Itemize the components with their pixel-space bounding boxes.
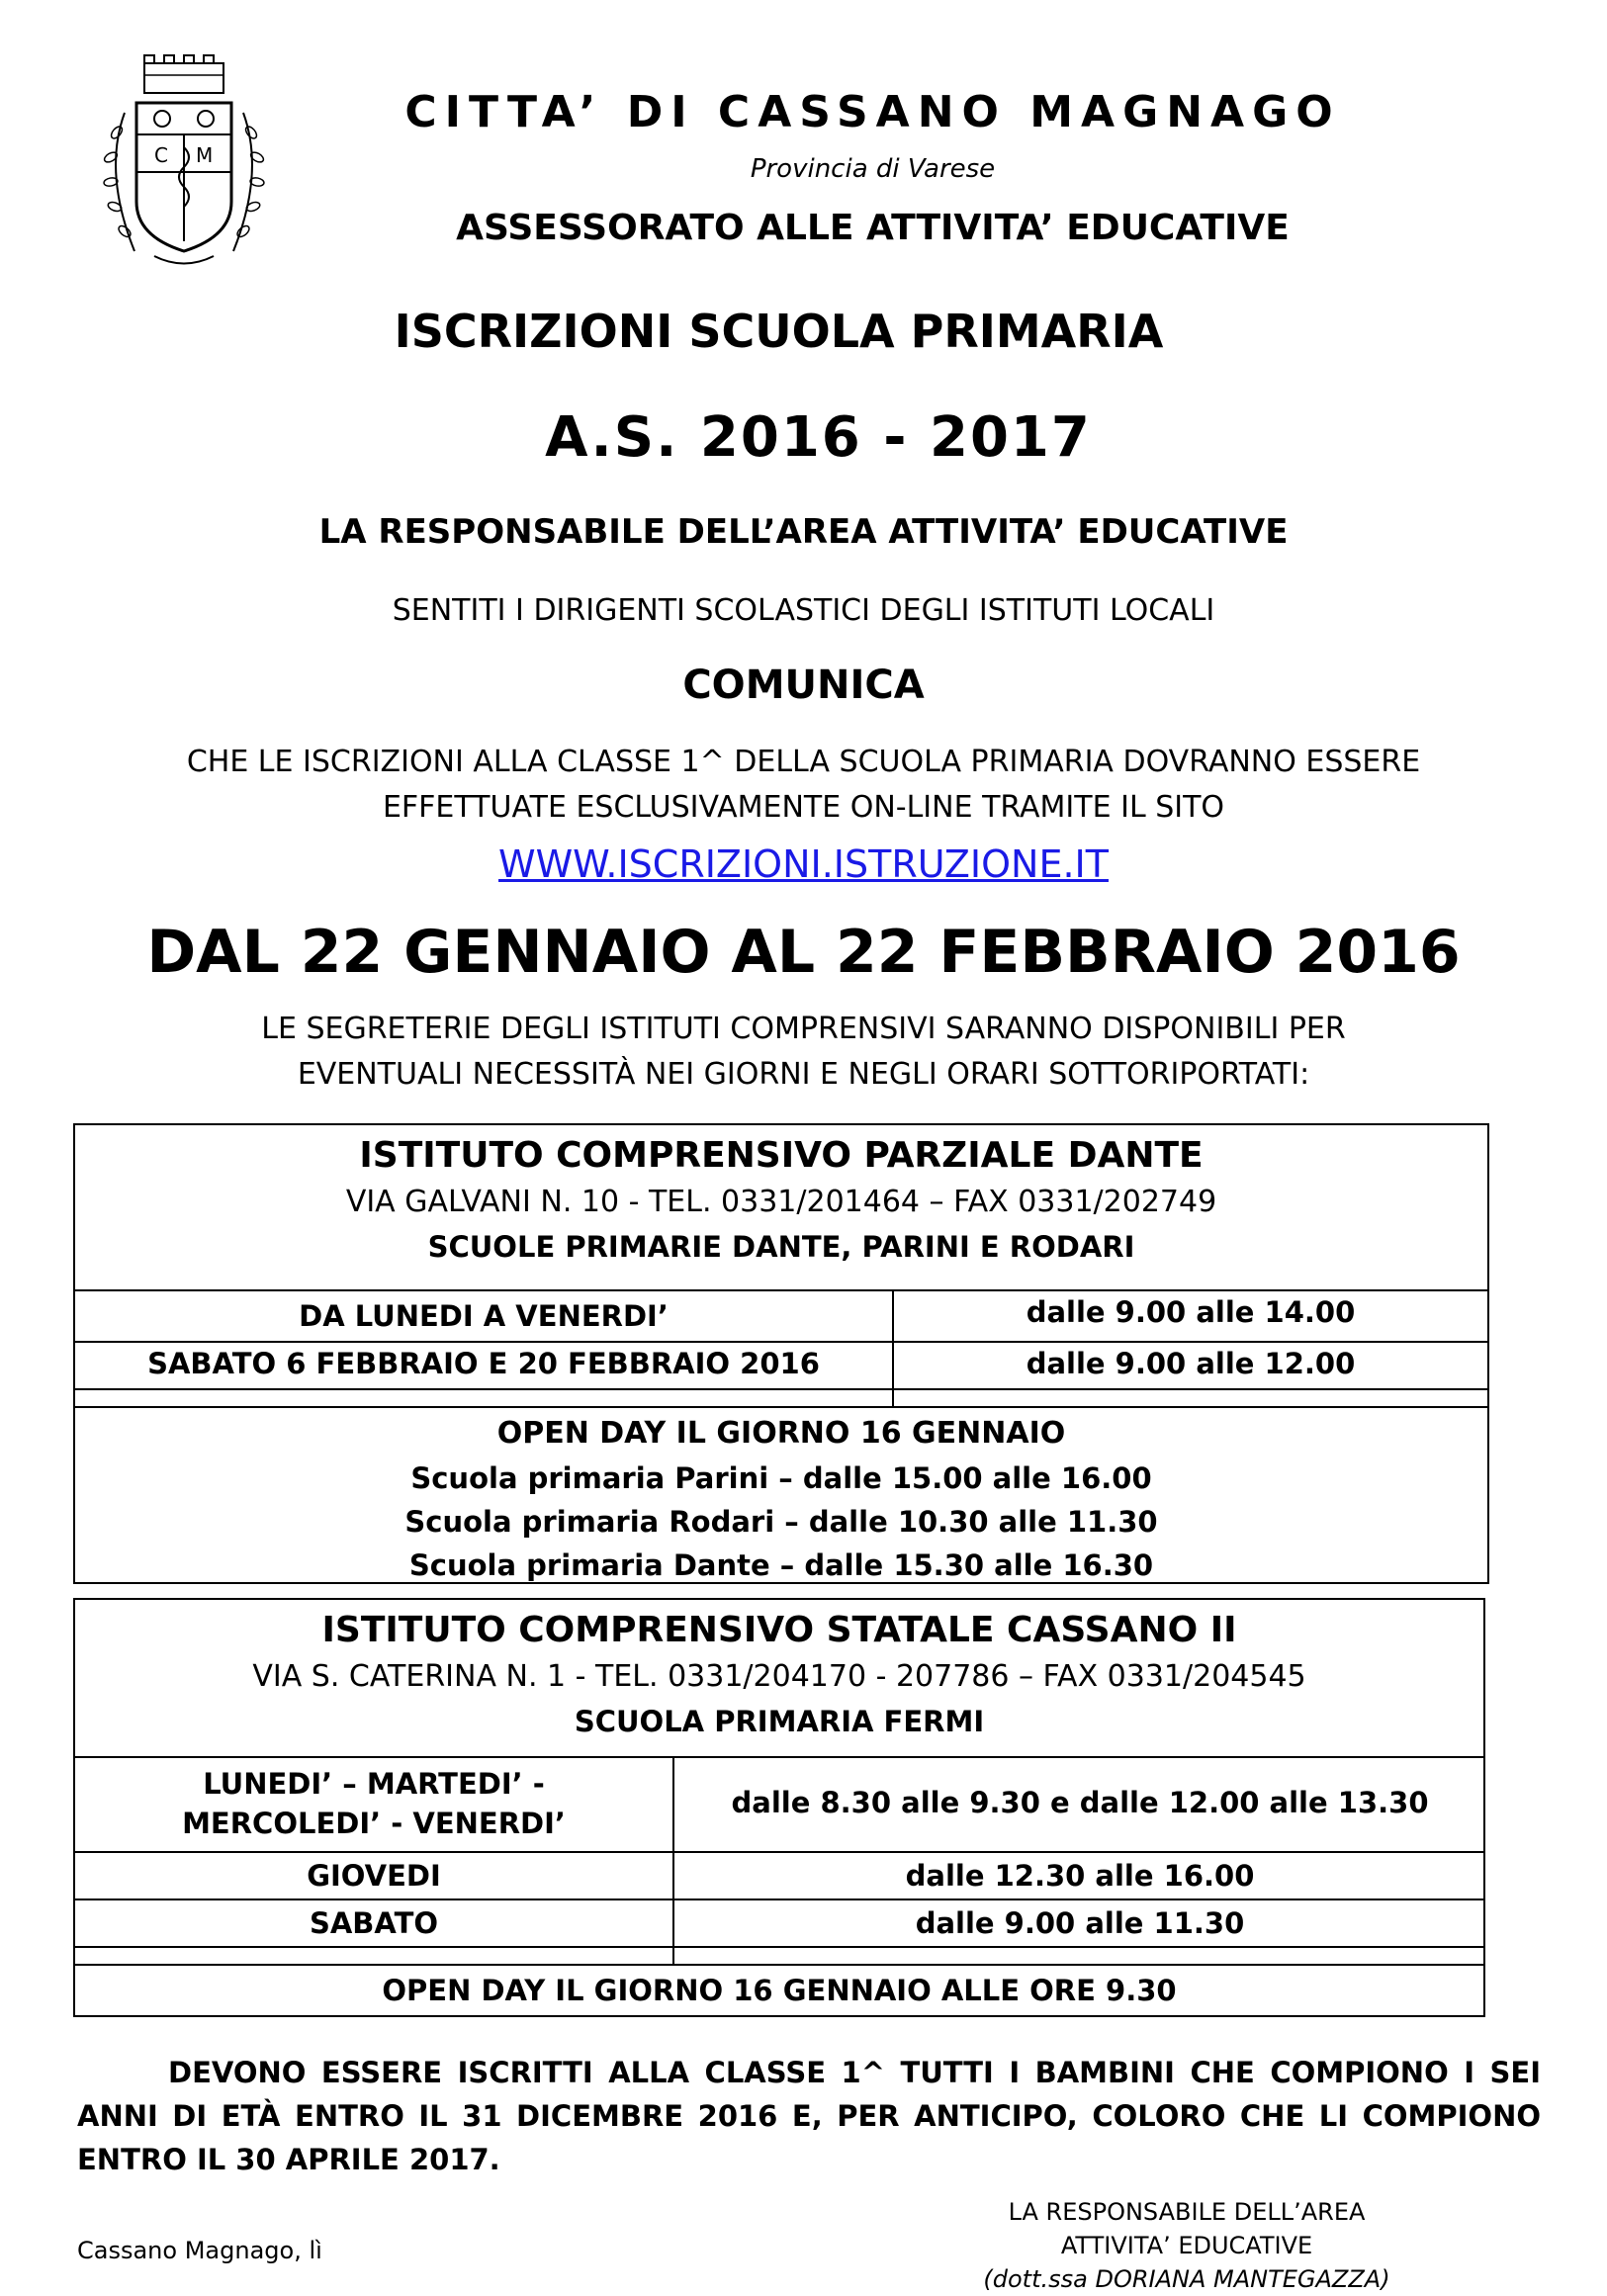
announcement-paragraph bbox=[59, 740, 1548, 831]
signature-line-2: ATTIVITA’ EDUCATIVE bbox=[1060, 2232, 1313, 2259]
crest-letter-m: M bbox=[196, 143, 214, 167]
schedule-time: dalle 9.00 alle 14.00 bbox=[1026, 1295, 1356, 1329]
institute-name: ISTITUTO COMPRENSIVO STATALE CASSANO II bbox=[321, 1610, 1237, 1650]
divider bbox=[75, 1341, 1487, 1343]
schedule-time: dalle 8.30 alle 9.30 e dalle 12.00 alle 13.30 bbox=[731, 1786, 1429, 1819]
announcement-line-2: EFFETTUATE ESCLUSIVAMENTE ON-LINE TRAMITE IL SITO bbox=[382, 790, 1225, 825]
crest-letter-c: C bbox=[154, 143, 168, 167]
eligibility-paragraph bbox=[77, 2051, 1541, 2181]
school-year: A.S. 2016 - 2017 bbox=[545, 405, 1092, 470]
schedule-day-line: LUNEDI’ – MARTEDI’ - bbox=[203, 1767, 545, 1801]
signature-name: (dott.ssa DORIANA MANTEGAZZA) bbox=[983, 2265, 1390, 2293]
assessorato-heading: ASSESSORATO ALLE ATTIVITA’ EDUCATIVE bbox=[456, 208, 1290, 248]
divider bbox=[75, 1946, 1483, 1948]
website-link[interactable]: WWW.ISCRIZIONI.ISTRUZIONE.IT bbox=[498, 842, 1109, 886]
divider bbox=[75, 1406, 1487, 1408]
divider bbox=[75, 1899, 1483, 1900]
schedule-time: dalle 9.00 alle 11.30 bbox=[915, 1906, 1245, 1940]
institute-name: ISTITUTO COMPRENSIVO PARZIALE DANTE bbox=[359, 1135, 1204, 1176]
open-day-heading: OPEN DAY IL GIORNO 16 GENNAIO ALLE ORE 9.30 bbox=[382, 1974, 1177, 2007]
divider bbox=[75, 1756, 1483, 1758]
signature-line-1: LA RESPONSABILE DELL’AREA bbox=[1008, 2198, 1366, 2226]
open-day-item: Scuola primaria Parini – dalle 15.00 alle 16.00 bbox=[410, 1461, 1152, 1495]
schedule-day bbox=[75, 1764, 672, 1843]
open-day-item: Scuola primaria Dante – dalle 15.30 alle 16.30 bbox=[408, 1548, 1154, 1582]
open-day-item: Scuola primaria Rodari – dalle 10.30 alle 11.30 bbox=[404, 1505, 1158, 1539]
place-date-line: Cassano Magnago, lì bbox=[77, 2237, 322, 2264]
comunica-heading: COMUNICA bbox=[682, 662, 925, 708]
responsabile-heading: LA RESPONSABILE DELL’AREA ATTIVITA’ EDUCATIVE bbox=[318, 512, 1289, 552]
institute-schools: SCUOLA PRIMARIA FERMI bbox=[574, 1705, 985, 1738]
schedule-day: DA LUNEDI A VENERDI’ bbox=[299, 1299, 669, 1333]
divider bbox=[75, 1964, 1483, 1966]
sentiti-line: SENTITI I DIRIGENTI SCOLASTICI DEGLI ISTITUTI LOCALI bbox=[392, 593, 1215, 628]
schedule-time: dalle 12.30 alle 16.00 bbox=[905, 1859, 1255, 1893]
schedule-day-line: MERCOLEDI’ - VENERDI’ bbox=[182, 1807, 566, 1840]
schedule-day: SABATO 6 FEBBRAIO E 20 FEBBRAIO 2016 bbox=[147, 1347, 820, 1380]
institute-schools: SCUOLE PRIMARIE DANTE, PARINI E RODARI bbox=[427, 1230, 1135, 1264]
schedule-time: dalle 9.00 alle 12.00 bbox=[1026, 1347, 1356, 1380]
schedule-day: GIOVEDI bbox=[307, 1859, 441, 1893]
signature-block bbox=[910, 2195, 1464, 2296]
segreterie-line-2: EVENTUALI NECESSITÀ NEI GIORNI E NEGLI ORARI SOTTORIPORTATI: bbox=[297, 1057, 1310, 1092]
city-title: CITTA’ DI CASSANO MAGNAGO bbox=[404, 87, 1341, 137]
announcement-line-1: CHE LE ISCRIZIONI ALLA CLASSE 1^ DELLA SCUOLA PRIMARIA DOVRANNO ESSERE bbox=[186, 745, 1421, 779]
institute-box-dante bbox=[73, 1123, 1489, 1584]
eligibility-text: DEVONO ESSERE ISCRITTI ALLA CLASSE 1^ TUTTI I BAMBINI CHE COMPIONO I SEI ANNI DI ETÀ ENTRO IL 31 DICEMBRE 2016 E, PER ANTICIPO, COLORO CHE LI COMPIONO ENTRO IL 30 APRILE 2017. bbox=[77, 2056, 1541, 2176]
enrollment-dates: DAL 22 GENNAIO AL 22 FEBBRAIO 2016 bbox=[146, 918, 1461, 987]
divider bbox=[75, 1851, 1483, 1853]
segreterie-line-1: LE SEGRETERIE DEGLI ISTITUTI COMPRENSIVI SARANNO DISPONIBILI PER bbox=[261, 1012, 1346, 1046]
open-day-heading: OPEN DAY IL GIORNO 16 GENNAIO bbox=[496, 1416, 1066, 1451]
schedule-day: SABATO bbox=[309, 1906, 439, 1940]
province-label: Provincia di Varese bbox=[750, 154, 996, 184]
institute-address: VIA S. CATERINA N. 1 - TEL. 0331/204170 - 207786 – FAX 0331/204545 bbox=[252, 1659, 1306, 1694]
document-title: ISCRIZIONI SCUOLA PRIMARIA bbox=[394, 305, 1164, 358]
divider bbox=[75, 1388, 1487, 1390]
divider bbox=[75, 1289, 1487, 1291]
institute-address: VIA GALVANI N. 10 - TEL. 0331/201464 – FAX 0331/202749 bbox=[345, 1185, 1217, 1219]
segreterie-paragraph bbox=[59, 1007, 1548, 1098]
institute-box-cassano-ii bbox=[73, 1598, 1485, 2017]
